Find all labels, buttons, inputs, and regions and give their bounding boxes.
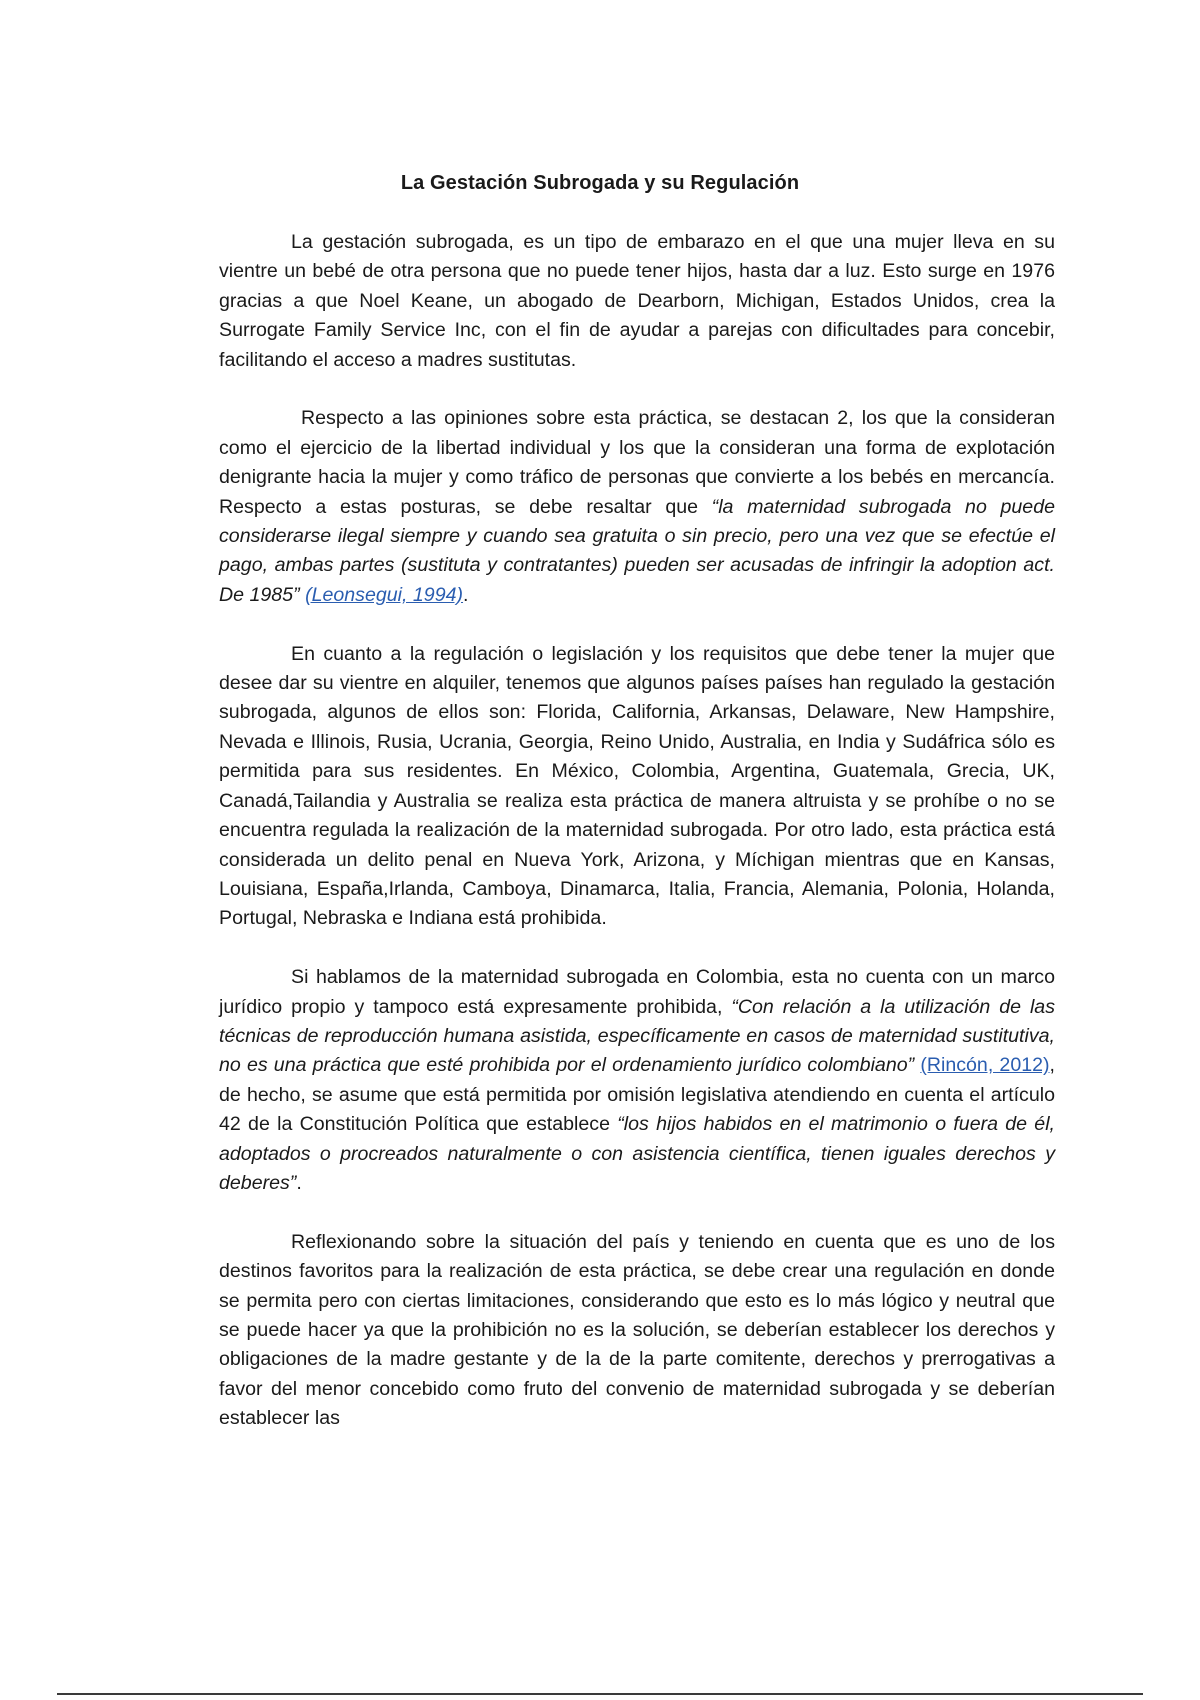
- paragraph-4-end: .: [296, 1171, 302, 1194]
- paragraph-4-text-2: , de hecho, se asume que está permitida por omisión legislativa atendiendo en cuenta el artículo 42 de la Constitución Política que establece: [219, 1054, 1055, 1136]
- citation-link-rincon[interactable]: (Rincón, 2012): [920, 1054, 1050, 1077]
- paragraph-3: [219, 640, 1055, 934]
- paragraph-3-text: En cuanto a la regulación o legislación y los requisitos que debe tener la mujer que desee dar su vientre en alquiler, tenemos que algunos países países han regulado la gestación subrogada, algunos de ellos son: Florida, California, Arkansas, Delaware, New Hampshire, Nevada e Illinois, Rusia, Ucrania, Georgia, Reino Unido, Australia, en India y Sudáfrica sólo es permitida para sus residentes. En México, Colombia, Argentina, Guatemala, Grecia, UK, Canadá,Tailandia y Australia se realiza esta práctica de manera altruista y se prohíbe o no se encuentra regulada la realización de la maternidad subrogada. Por otro lado, esta práctica está considerada un delito penal en Nueva York, Arizona, y Míchigan mientras que en Kansas, Louisiana, España,Irlanda, Camboya, Dinamarca, Italia, Francia, Alemania, Polonia, Holanda, Portugal, Nebraska e Indiana está prohibida.: [219, 642, 1055, 930]
- paragraph-5-text: Reflexionando sobre la situación del país y teniendo en cuenta que es uno de los destinos favoritos para la realización de esta práctica, se debe crear una regulación en donde se permita pero con ciertas limitaciones, considerando que esto es lo más lógico y neutral que se puede hacer ya que la prohibición no es la solución, se deberían establecer los derechos y obligaciones de la madre gestante y de la de la parte comitente, derechos y prerrogativas a favor del menor concebido como fruto del convenio de maternidad subrogada y se deberían establecer las: [219, 1230, 1055, 1430]
- paragraph-2-end: .: [463, 583, 469, 606]
- document-body: [219, 228, 1055, 1434]
- paragraph-5: [219, 1228, 1055, 1434]
- paragraph-1: [219, 228, 1055, 375]
- paragraph-2-quote: “la maternidad subrogada no puede considerarse ilegal siempre y cuando sea gratuita o sin precio, pero una vez que se efectúe el pago, ambas partes (sustituta y contratantes) pueden ser acusadas de infringir la adoption act. De 1985”: [219, 495, 1055, 606]
- paragraph-4-text: Si hablamos de la maternidad subrogada en Colombia, esta no cuenta con un marco jurídico propio y tampoco está expresamente prohibida,: [219, 966, 1055, 1018]
- paragraph-2-text: Respecto a las opiniones sobre esta práctica, se destacan 2, los que la consideran como el ejercicio de la libertad individual y los que la consideran una forma de explotación denigrante hacia la mujer y como tráfico de personas que convierte a los bebés en mercancía. Respecto a estas posturas, se debe resaltar que: [219, 407, 1055, 518]
- citation-link-leonsegui[interactable]: (Leonsegui, 1994): [305, 583, 464, 606]
- paragraph-4: [219, 963, 1055, 1198]
- document-title: La Gestación Subrogada y su Regulación: [400, 172, 800, 194]
- page-bottom-divider: [57, 1693, 1143, 1695]
- paragraph-4-quote: “Con relación a la utilización de las técnicas de reproducción humana asistida, específicamente en casos de maternidad sustitutiva, no es una práctica que esté prohibida por el ordenamiento jurídico colombiano”: [219, 995, 1055, 1077]
- paragraph-1-text: La gestación subrogada, es un tipo de embarazo en el que una mujer lleva en su vientre un bebé de otra persona que no puede tener hijos, hasta dar a luz. Esto surge en 1976 gracias a que Noel Keane, un abogado de Dearborn, Michigan, Estados Unidos, crea la Surrogate Family Service Inc, con el fin de ayudar a parejas con dificultades para concebir, facilitando el acceso a madres sustitutas.: [219, 231, 1055, 371]
- paragraph-2: [219, 404, 1055, 610]
- paragraph-4-quote-2: “los hijos habidos en el matrimonio o fuera de él, adoptados o procreados naturalmente o con asistencia científica, tienen iguales derechos y deberes”: [219, 1113, 1056, 1194]
